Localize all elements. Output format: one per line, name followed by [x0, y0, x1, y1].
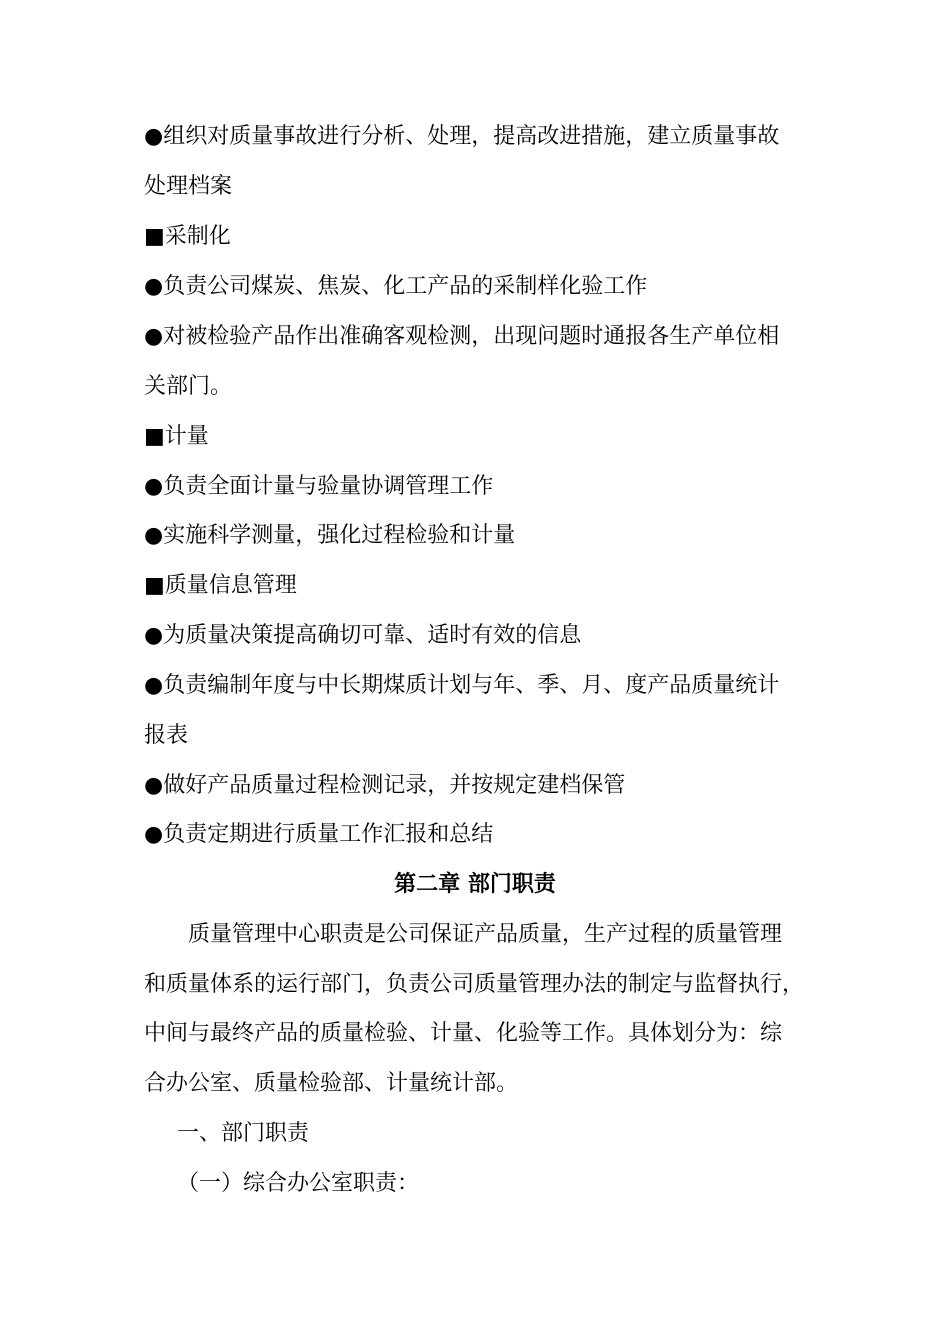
- bullet-line: ●为质量决策提高确切可靠、适时有效的信息: [144, 623, 582, 648]
- bullet-line-continuation: 关部门。: [144, 374, 233, 399]
- bullet-line: ●负责定期进行质量工作汇报和总结: [144, 822, 494, 847]
- bullet-line: ●负责公司煤炭、焦炭、化工产品的采制样化验工作: [144, 274, 648, 299]
- bullet-line: ●做好产品质量过程检测记录，并按规定建档保管: [144, 773, 626, 798]
- bullet-line-continuation: 处理档案: [144, 174, 233, 199]
- paragraph-line: 质量管理中心职责是公司保证产品质量，生产过程的质量管理: [188, 922, 783, 947]
- section-marker-line: ■质量信息管理: [144, 573, 297, 598]
- bullet-line-continuation: 报表: [144, 723, 189, 748]
- section-heading: 一、部门职责: [177, 1121, 310, 1146]
- bullet-line: ●负责全面计量与验量协调管理工作: [144, 474, 494, 499]
- subsection-heading: （一）综合办公室职责：: [177, 1171, 420, 1196]
- bullet-line: ●实施科学测量，强化过程检验和计量: [144, 523, 516, 548]
- paragraph-line: 合办公室、质量检验部、计量统计部。: [144, 1071, 519, 1096]
- bullet-line: ●组织对质量事故进行分析、处理，提高改进措施，建立质量事故: [144, 124, 780, 149]
- bullet-line: ●负责编制年度与中长期煤质计划与年、季、月、度产品质量统计: [144, 673, 780, 698]
- paragraph-line: 中间与最终产品的质量检验、计量、化验等工作。具体划分为：综: [144, 1021, 783, 1046]
- section-marker-line: ■计量: [144, 424, 209, 449]
- section-marker-line: ■采制化: [144, 224, 231, 249]
- chapter-heading: 第二章 部门职责: [394, 872, 556, 897]
- bullet-line: ●对被检验产品作出准确客观检测，出现问题时通报各生产单位相: [144, 324, 780, 349]
- paragraph-line: 和质量体系的运行部门，负责公司质量管理办法的制定与监督执行，: [144, 972, 805, 997]
